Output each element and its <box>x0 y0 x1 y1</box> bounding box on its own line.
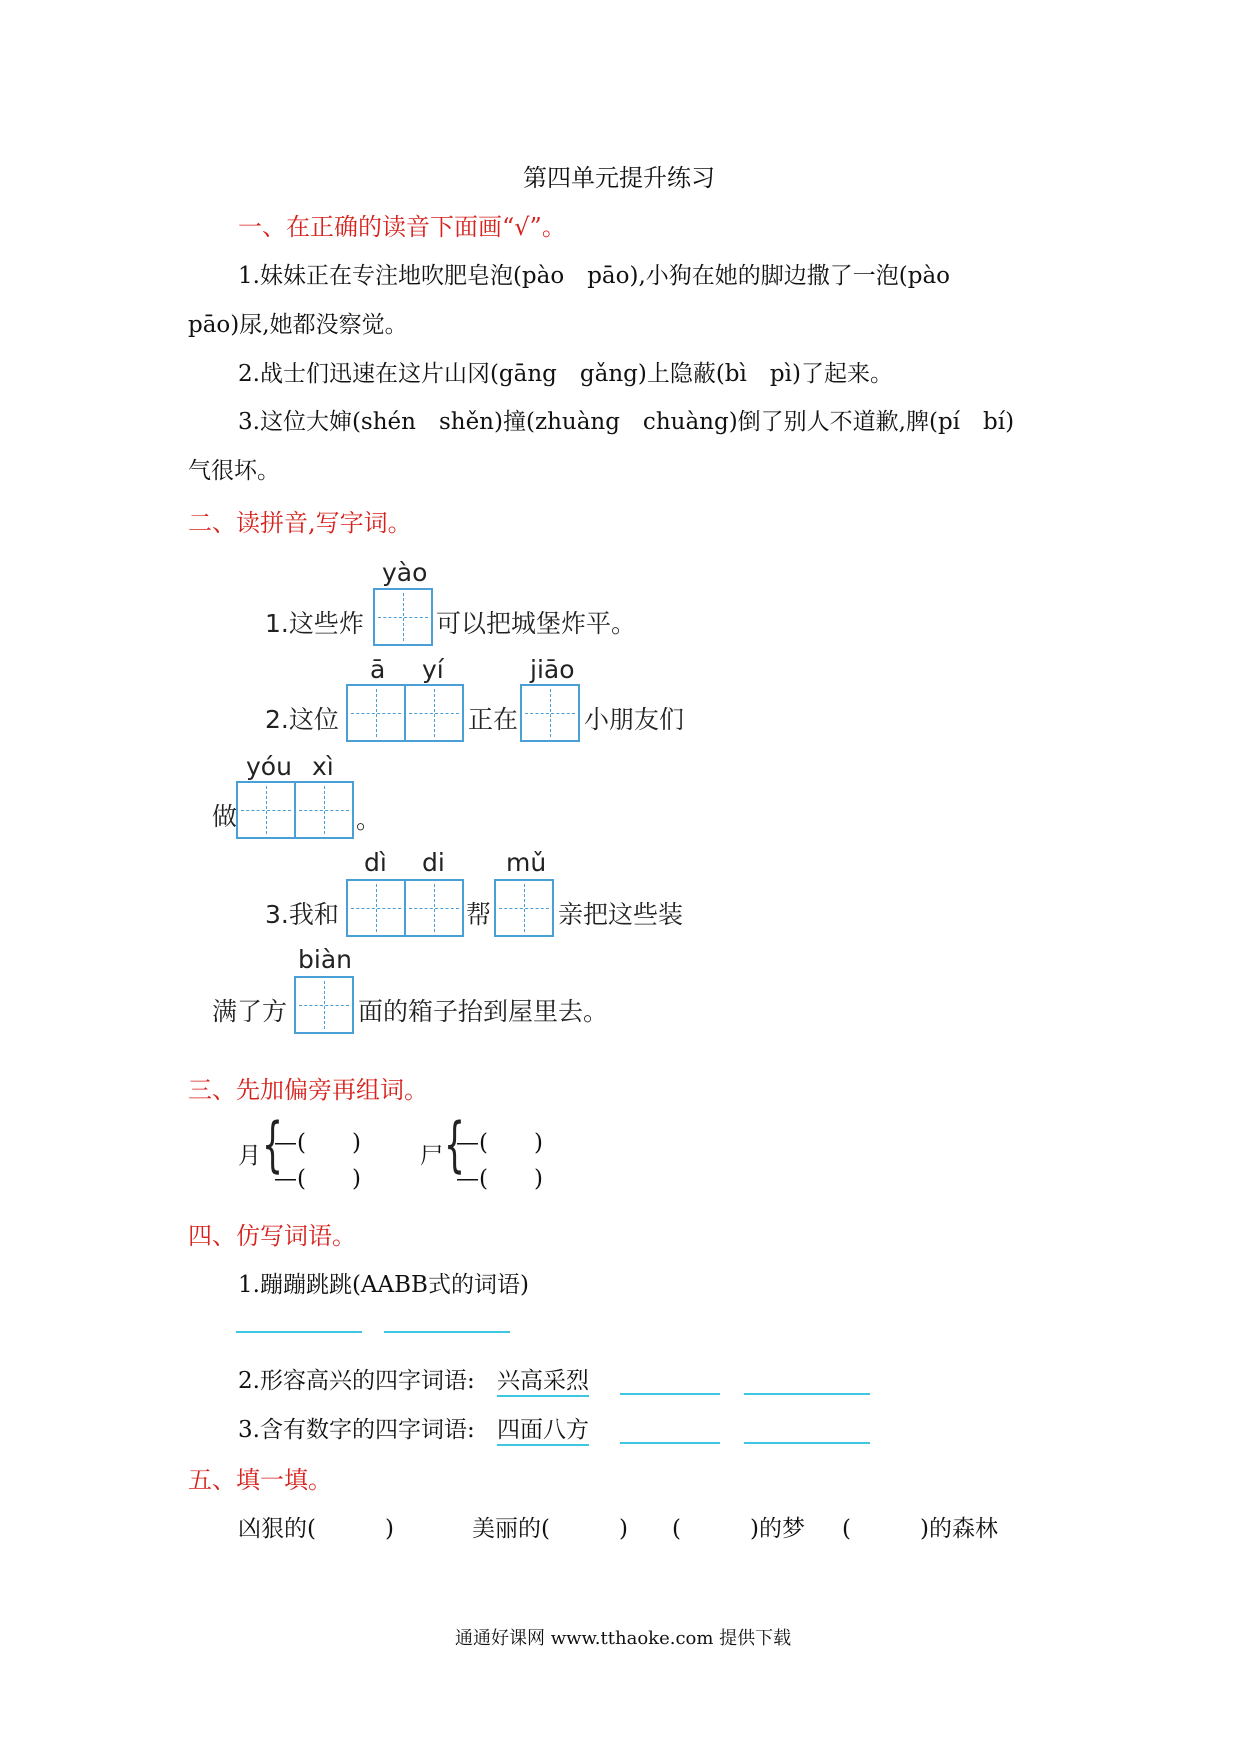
pinyin-yi: yí <box>422 655 444 684</box>
s1-line-2: pāo)尿,她都没察觉。 <box>188 312 408 338</box>
writing-box-bian[interactable] <box>294 976 354 1034</box>
s4-q3-label: 3.含有数字的四字词语: <box>238 1417 475 1443</box>
q2-after: 小朋友们 <box>584 705 685 734</box>
s5-item-2[interactable]: 美丽的( ) <box>472 1516 628 1542</box>
right-row-2[interactable]: —( ) <box>456 1166 543 1192</box>
footer-credit: 通通好课网 www.tthaoke.com 提供下载 <box>455 1628 792 1649</box>
pinyin-di-1: dì <box>364 848 387 877</box>
s4-q3-sample: 四面八方 <box>497 1411 589 1446</box>
pinyin-bian: biàn <box>298 945 352 974</box>
writing-box-yao[interactable] <box>373 588 433 646</box>
s4-q3-blank-2[interactable] <box>744 1442 870 1444</box>
s5-item-4[interactable]: ( )的森林 <box>842 1516 998 1542</box>
q2-before: 2.这位 <box>265 705 339 734</box>
page-title: 第四单元提升练习 <box>523 164 715 192</box>
section-3-heading: 三、先加偏旁再组词。 <box>188 1076 428 1104</box>
q2b-after: 。 <box>356 805 382 834</box>
s4-q1-blank-1[interactable] <box>236 1331 362 1333</box>
brace-left: { <box>262 1110 284 1180</box>
writing-box-you-xi[interactable] <box>236 781 354 839</box>
writing-box-a-yi[interactable] <box>346 684 464 742</box>
q2-mid: 正在 <box>468 705 519 734</box>
s5-item-1[interactable]: 凶狠的( ) <box>238 1516 394 1542</box>
section-5-heading: 五、填一填。 <box>188 1466 332 1494</box>
q1-after: 可以把城堡炸平。 <box>436 609 637 638</box>
q3b-after: 面的箱子抬到屋里去。 <box>358 997 609 1026</box>
s5-item-3[interactable]: ( )的梦 <box>672 1516 805 1542</box>
s4-q2-sample: 兴高采烈 <box>497 1362 589 1397</box>
s4-q3-blank-1[interactable] <box>620 1442 720 1444</box>
s1-line-4: 3.这位大婶(shén shěn)撞(zhuàng chuàng)倒了别人不道歉,脾(pí bí) <box>238 409 1015 435</box>
radical-left: 月 <box>238 1143 261 1169</box>
brace-right: { <box>444 1110 466 1180</box>
q1-before: 1.这些炸 <box>265 609 364 638</box>
section-1-heading: 一、在正确的读音下面画“√”。 <box>238 213 566 241</box>
pinyin-jiao: jiāo <box>530 655 575 684</box>
q3-before: 3.我和 <box>265 900 339 929</box>
left-row-1[interactable]: —( ) <box>274 1130 361 1156</box>
q3-after: 亲把这些装 <box>558 900 684 929</box>
section-2-heading: 二、读拼音,写字词。 <box>188 509 412 537</box>
q3-mid: 帮 <box>466 900 492 929</box>
s4-q1-blank-2[interactable] <box>384 1331 510 1333</box>
pinyin-mu: mǔ <box>506 848 547 877</box>
left-row-2[interactable]: —( ) <box>274 1166 361 1192</box>
q2b-before: 做 <box>212 802 238 831</box>
pinyin-you: yóu <box>246 752 292 781</box>
s1-line-1: 1.妹妹正在专注地吹肥皂泡(pào pāo),小狗在她的脚边撒了一泡(pào <box>238 263 951 289</box>
q3b-before: 满了方 <box>212 997 288 1026</box>
s1-line-3: 2.战士们迅速在这片山冈(gāng gǎng)上隐蔽(bì pì)了起来。 <box>238 361 893 387</box>
pinyin-di-2: di <box>422 848 445 877</box>
s4-q2-blank-2[interactable] <box>744 1393 870 1395</box>
s4-q2-label: 2.形容高兴的四字词语: <box>238 1368 475 1394</box>
s4-q2-blank-1[interactable] <box>620 1393 720 1395</box>
pinyin-xi: xì <box>312 752 334 781</box>
pinyin-yao: yào <box>382 558 428 587</box>
writing-box-jiao[interactable] <box>520 684 580 742</box>
section-4-heading: 四、仿写词语。 <box>188 1222 356 1250</box>
pinyin-a: ā <box>370 655 386 684</box>
s1-line-5: 气很坏。 <box>188 458 280 484</box>
radical-right: 尸 <box>420 1143 443 1169</box>
s4-q1: 1.蹦蹦跳跳(AABB式的词语) <box>238 1272 529 1298</box>
writing-box-mu[interactable] <box>494 879 554 937</box>
writing-box-di-di[interactable] <box>346 879 464 937</box>
right-row-1[interactable]: —( ) <box>456 1130 543 1156</box>
